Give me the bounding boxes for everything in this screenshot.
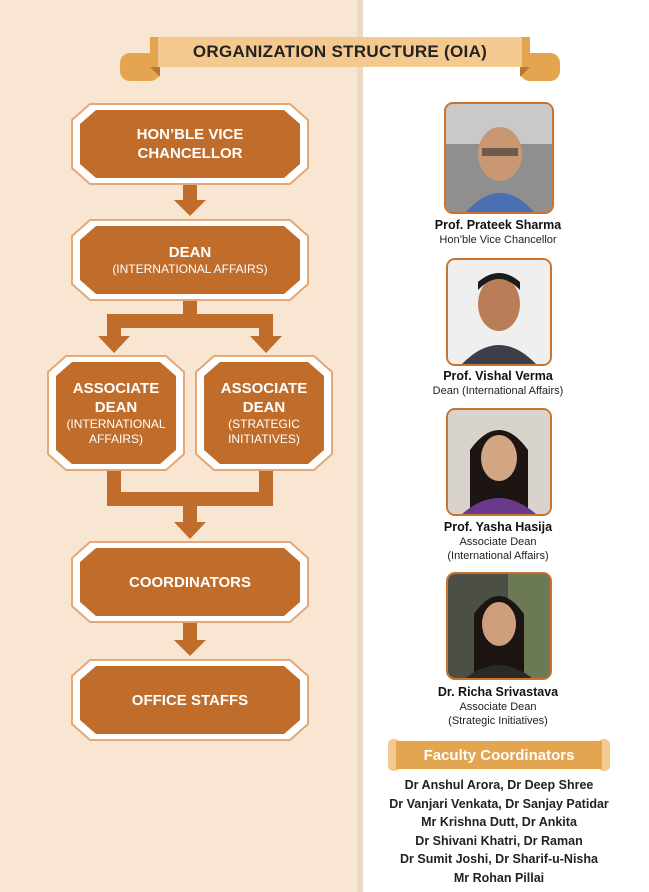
person-name: Prof. Yasha Hasija [443,520,553,534]
faculty-line: Dr Shivani Khatri, Dr Raman [415,833,583,848]
assoc-intl-subtitle: (INTERNATIONAL AFFAIRS) [66,417,166,446]
faculty-line: Dr Anshul Arora, Dr Deep Shree [404,778,594,792]
dean-subtitle: (INTERNATIONAL AFFAIRS) [112,262,268,276]
person-card-4 [380,684,616,728]
person-role-detail: (Strategic Initiatives) [448,715,548,727]
vc-title: HON’BLE VICE CHANCELLOR [136,126,244,162]
assoc-strat-subtitle: (STRATEGIC INITIATIVES) [228,417,300,446]
faculty-coordinators-list [365,776,633,888]
person-role: Hon’ble Vice Chancellor [439,234,557,246]
person-role: Dean (International Affairs) [432,385,564,397]
dean-title: DEAN [168,244,212,261]
page-title: ORGANIZATION STRUCTURE (OIA) [192,42,488,61]
person-card-3 [380,519,616,563]
assoc-intl-title: ASSOCIATE DEAN [72,380,160,416]
person-name: Prof. Vishal Verma [443,369,553,383]
vc-label [100,110,280,178]
dean-label [100,226,280,294]
faculty-line: Dr Vanjari Venkata, Dr Sanjay Patidar [389,796,609,811]
photo-vishal-verma [446,258,552,366]
photo-prateek-sharma [444,102,554,214]
photo-yasha-hasija [446,408,552,516]
person-name: Dr. Richa Srivastava [437,685,559,699]
person-role-detail: (International Affairs) [447,550,549,562]
person-card-1 [380,217,616,247]
person-card-2 [380,368,616,398]
staffs-label [100,666,280,734]
photo-richa-srivastava [446,572,552,680]
faculty-line: Mr Krishna Dutt, Dr Ankita [421,815,577,830]
coordinators-title: COORDINATORS [129,573,251,591]
panel-divider [357,0,363,892]
faculty-line: Dr Sumit Joshi, Dr Sharif-u-Nisha [400,852,598,867]
assoc-intl-label [58,362,174,464]
assoc-strat-label [206,362,322,464]
staffs-title: OFFICE STAFFS [131,691,249,709]
person-role: Associate Dean [459,536,537,548]
assoc-strat-title: ASSOCIATE DEAN [220,380,308,416]
faculty-coordinators-title: Faculty Coordinators [423,746,575,764]
faculty-line: Mr Rohan Pillai [453,870,545,885]
person-name: Prof. Prateek Sharma [434,218,562,232]
person-role: Associate Dean [459,701,537,713]
coordinators-label [100,548,280,616]
